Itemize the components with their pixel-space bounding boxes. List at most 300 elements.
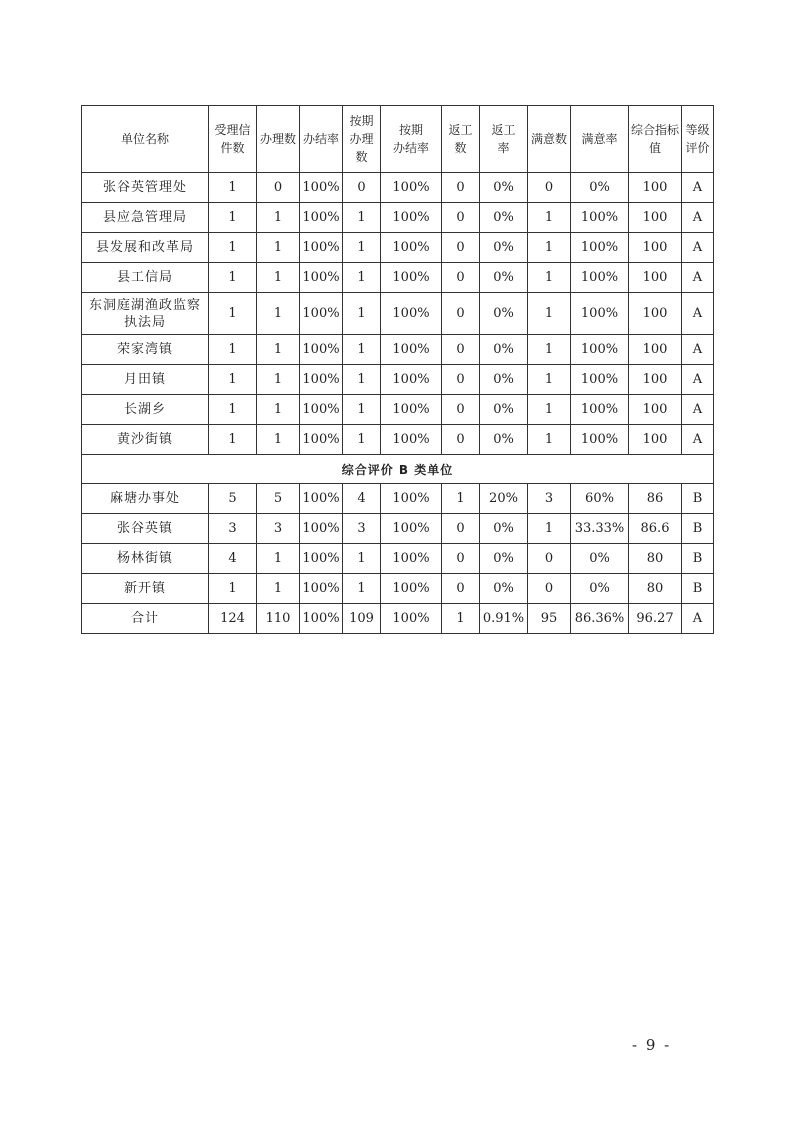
statistics-table [81, 105, 714, 634]
cell-value: 1 [544, 210, 554, 225]
cell-value: 100% [302, 372, 340, 387]
unit-name-cell [82, 293, 209, 335]
cell-value: 1 [357, 402, 366, 417]
table-cell [571, 484, 629, 514]
unit-name-cell [82, 365, 209, 395]
cell-value: 0% [493, 581, 514, 596]
unit-name-cell [82, 544, 209, 574]
cell-value: 80 [646, 551, 664, 566]
cell-value: 长湖乡 [123, 402, 166, 417]
cell-value: 100 [642, 240, 668, 255]
cell-value: 1 [456, 611, 465, 626]
table-cell [300, 395, 343, 425]
table-cell [257, 173, 300, 203]
table-cell [571, 604, 629, 634]
table-cell [300, 335, 343, 365]
table-cell [480, 395, 528, 425]
table-cell [300, 484, 343, 514]
table-cell [528, 604, 571, 634]
cell-value: 县发展和改革局 [95, 240, 194, 255]
cell-value: 0 [544, 581, 554, 596]
table-row [82, 574, 714, 604]
cell-value: 100% [392, 521, 430, 536]
cell-value: 1 [273, 372, 283, 387]
table-row [82, 203, 714, 233]
cell-value: 100% [392, 611, 430, 626]
table-cell [480, 514, 528, 544]
table-cell [682, 395, 714, 425]
table-cell [442, 544, 480, 574]
cell-value: 100 [642, 342, 668, 357]
table-cell [257, 425, 300, 455]
cell-value: A [692, 432, 703, 447]
cell-value: 0 [273, 180, 283, 195]
table-cell [571, 293, 629, 335]
header-satisfied-count: 满意数 [528, 106, 571, 173]
table-cell [300, 574, 343, 604]
header-ontime-rate: 按期 办结率 [381, 106, 442, 173]
table-row [82, 395, 714, 425]
cell-value: 100% [302, 581, 340, 596]
cell-value: 96.27 [636, 611, 674, 626]
table-cell [571, 425, 629, 455]
table-cell [442, 173, 480, 203]
cell-value: 1 [228, 372, 237, 387]
cell-value: B [692, 491, 703, 506]
cell-value: 县应急管理局 [102, 210, 187, 225]
table-cell [381, 173, 442, 203]
cell-value: 1 [228, 210, 237, 225]
table-cell [343, 604, 381, 634]
table-cell [209, 203, 257, 233]
cell-value: 100% [302, 432, 340, 447]
cell-value: 100 [642, 306, 668, 321]
table-cell [528, 335, 571, 365]
table-cell [528, 173, 571, 203]
table-cell [682, 544, 714, 574]
cell-value: 月田镇 [123, 372, 166, 387]
header-composite-index: 综合指标 值 [629, 106, 682, 173]
table-cell [682, 263, 714, 293]
section-b-title: 综合评价 B 类单位 [82, 455, 714, 484]
cell-value: 1 [273, 402, 283, 417]
cell-value: 0 [456, 306, 465, 321]
table-cell [381, 484, 442, 514]
table-row [82, 484, 714, 514]
cell-value: 100 [642, 210, 668, 225]
cell-value: 100% [302, 551, 340, 566]
table-cell [629, 233, 682, 263]
table-cell [682, 335, 714, 365]
cell-value: A [692, 342, 703, 357]
cell-value: 0 [456, 521, 465, 536]
table-cell [381, 604, 442, 634]
table-cell [343, 335, 381, 365]
cell-value: 1 [273, 551, 283, 566]
cell-value: A [692, 180, 703, 195]
table-cell [571, 395, 629, 425]
table-cell [571, 203, 629, 233]
cell-value: B [692, 521, 703, 536]
table-cell [442, 203, 480, 233]
cell-value: 1 [273, 270, 283, 285]
table-cell [528, 425, 571, 455]
table-cell [257, 335, 300, 365]
header-grade: 等级 评价 [682, 106, 714, 173]
cell-value: 3 [544, 491, 554, 506]
cell-value: 100% [302, 521, 340, 536]
cell-value: 95 [540, 611, 558, 626]
header-satisfaction-rate: 满意率 [571, 106, 629, 173]
cell-value: 100% [580, 270, 619, 285]
unit-name-cell [82, 604, 209, 634]
cell-value: 0% [589, 581, 610, 596]
table-cell [629, 395, 682, 425]
table-cell [442, 365, 480, 395]
table-cell [381, 544, 442, 574]
cell-value: 合计 [130, 611, 159, 626]
cell-value: 黄沙街镇 [116, 432, 173, 447]
table-cell [257, 365, 300, 395]
table-cell [528, 233, 571, 263]
cell-value: 1 [273, 240, 283, 255]
cell-value: 张谷英镇 [116, 521, 173, 536]
cell-value: 1 [273, 581, 283, 596]
cell-value: 100 [642, 180, 668, 195]
cell-value: 100% [302, 270, 340, 285]
cell-value: A [692, 611, 703, 626]
table-cell [442, 604, 480, 634]
cell-value: 100% [580, 402, 619, 417]
table-row [82, 514, 714, 544]
header-rework-rate: 返工 率 [480, 106, 528, 173]
table-cell [682, 293, 714, 335]
table-cell [629, 604, 682, 634]
table-cell [480, 173, 528, 203]
cell-value: 100% [392, 306, 430, 321]
cell-value: A [692, 402, 703, 417]
table-cell [209, 395, 257, 425]
cell-value: 80 [646, 581, 664, 596]
cell-value: 1 [273, 306, 283, 321]
table-cell [528, 263, 571, 293]
cell-value: 86.6 [640, 521, 670, 536]
table-cell [528, 514, 571, 544]
cell-value: 县工信局 [116, 270, 173, 285]
header-unit-name: 单位名称 [82, 106, 209, 173]
cell-value: 100 [642, 372, 668, 387]
table-cell [343, 574, 381, 604]
table-cell [571, 544, 629, 574]
cell-value: 100 [642, 270, 668, 285]
unit-name-cell [82, 395, 209, 425]
cell-value: 0 [456, 180, 465, 195]
cell-value: 0% [493, 342, 514, 357]
table-cell [682, 203, 714, 233]
table-cell [209, 233, 257, 263]
cell-value: 100% [302, 306, 340, 321]
table-cell [343, 395, 381, 425]
unit-name-cell [82, 173, 209, 203]
unit-name-cell [82, 514, 209, 544]
cell-value: 1 [273, 432, 283, 447]
cell-value: 1 [228, 581, 237, 596]
table-cell [629, 574, 682, 604]
table-cell [571, 335, 629, 365]
cell-value: 100% [392, 372, 430, 387]
table-cell [528, 365, 571, 395]
unit-name-cell [82, 484, 209, 514]
header-rework-count: 返工 数 [442, 106, 480, 173]
cell-value: 1 [357, 270, 366, 285]
cell-value: 新开镇 [123, 581, 166, 596]
cell-value: 100% [580, 210, 619, 225]
header-completion-rate: 办结率 [300, 106, 343, 173]
cell-value: 1 [228, 342, 237, 357]
cell-value: 1 [228, 432, 237, 447]
table-cell [209, 514, 257, 544]
cell-value: 0 [544, 180, 554, 195]
table-cell [209, 263, 257, 293]
cell-value: 1 [357, 306, 366, 321]
cell-value: 100% [302, 611, 340, 626]
cell-value: 0% [493, 180, 514, 195]
cell-value: 3 [357, 521, 366, 536]
cell-value: 1 [357, 210, 366, 225]
cell-value: 100% [302, 240, 340, 255]
cell-value: 0 [456, 402, 465, 417]
cell-value: 100% [392, 210, 430, 225]
table-row [82, 173, 714, 203]
table-cell [381, 365, 442, 395]
table-cell [571, 365, 629, 395]
cell-value: 100% [392, 342, 430, 357]
table-cell [682, 365, 714, 395]
table-cell [209, 365, 257, 395]
table-cell [209, 173, 257, 203]
cell-value: 0 [456, 210, 465, 225]
table-cell [381, 425, 442, 455]
cell-value: 3 [228, 521, 237, 536]
cell-value: 100% [392, 180, 430, 195]
cell-value: 3 [273, 521, 283, 536]
cell-value: 100% [392, 432, 430, 447]
cell-value: 100% [302, 491, 340, 506]
cell-value: 1 [544, 270, 554, 285]
table-row [82, 263, 714, 293]
cell-value: 0 [456, 551, 465, 566]
table-cell [629, 173, 682, 203]
cell-value: 100% [392, 402, 430, 417]
cell-value: 86 [646, 491, 664, 506]
table-cell [381, 203, 442, 233]
table-row [82, 233, 714, 263]
table-cell [343, 203, 381, 233]
cell-value: 100% [302, 210, 340, 225]
table-cell [257, 574, 300, 604]
cell-value: 100% [392, 581, 430, 596]
cell-value: 1 [228, 180, 237, 195]
cell-value: 33.33% [574, 521, 625, 536]
cell-value: 麻塘办事处 [109, 491, 180, 506]
table-cell [480, 263, 528, 293]
cell-value: 东洞庭湖渔政监察 执法局 [88, 297, 201, 330]
cell-value: 1 [273, 342, 283, 357]
table-cell [571, 574, 629, 604]
cell-value: 1 [544, 240, 554, 255]
table-cell [480, 425, 528, 455]
table-cell [209, 604, 257, 634]
cell-value: B [692, 581, 703, 596]
cell-value: 1 [228, 306, 237, 321]
cell-value: 100% [302, 402, 340, 417]
cell-value: 1 [456, 491, 465, 506]
cell-value: 110 [265, 611, 291, 626]
cell-value: 0% [589, 180, 610, 195]
table-cell [629, 514, 682, 544]
cell-value: 100% [302, 342, 340, 357]
table-cell [257, 544, 300, 574]
cell-value: 100% [580, 240, 619, 255]
cell-value: 1 [357, 372, 366, 387]
cell-value: 0% [493, 551, 514, 566]
table-cell [343, 365, 381, 395]
cell-value: 100% [580, 306, 619, 321]
table-cell [300, 604, 343, 634]
cell-value: 0 [456, 432, 465, 447]
cell-value: 60% [585, 491, 614, 506]
cell-value: A [692, 210, 703, 225]
cell-value: 100 [642, 432, 668, 447]
table-cell [343, 544, 381, 574]
header-received-count: 受理信 件数 [209, 106, 257, 173]
table-cell [528, 395, 571, 425]
unit-name-cell [82, 263, 209, 293]
table-cell [571, 514, 629, 544]
table-cell [300, 263, 343, 293]
table-cell [381, 233, 442, 263]
cell-value: 1 [357, 240, 366, 255]
table-cell [629, 484, 682, 514]
table-cell [528, 293, 571, 335]
table-cell [257, 395, 300, 425]
table-cell [682, 173, 714, 203]
table-cell [343, 293, 381, 335]
cell-value: 0 [456, 342, 465, 357]
table-cell [480, 544, 528, 574]
unit-name-cell [82, 233, 209, 263]
cell-value: 0% [493, 240, 514, 255]
unit-name-cell [82, 425, 209, 455]
table-cell [480, 574, 528, 604]
cell-value: 0% [493, 432, 514, 447]
unit-name-cell [82, 574, 209, 604]
table-cell [300, 365, 343, 395]
cell-value: 0 [544, 551, 554, 566]
table-cell [571, 233, 629, 263]
table-cell [442, 263, 480, 293]
cell-value: 0% [493, 270, 514, 285]
table-cell [442, 395, 480, 425]
header-handled-count: 办理数 [257, 106, 300, 173]
table-cell [209, 293, 257, 335]
table-cell [300, 173, 343, 203]
table-cell [528, 544, 571, 574]
table-cell [257, 263, 300, 293]
cell-value: 0 [357, 180, 366, 195]
cell-value: 100% [580, 432, 619, 447]
table-cell [629, 203, 682, 233]
cell-value: 100% [580, 372, 619, 387]
table-cell [682, 514, 714, 544]
cell-value: 1 [544, 521, 554, 536]
table-cell [442, 293, 480, 335]
table-cell [480, 365, 528, 395]
cell-value: 1 [544, 372, 554, 387]
cell-value: 张谷英管理处 [102, 180, 187, 195]
table-cell [300, 544, 343, 574]
table-cell [343, 173, 381, 203]
table-cell [381, 395, 442, 425]
table-cell [442, 233, 480, 263]
cell-value: 124 [220, 611, 245, 626]
cell-value: 100% [302, 180, 340, 195]
table-cell [257, 514, 300, 544]
table-cell [480, 233, 528, 263]
cell-value: 0 [456, 581, 465, 596]
table-cell [381, 335, 442, 365]
table-cell [571, 173, 629, 203]
cell-value: 1 [544, 432, 554, 447]
table-cell [480, 484, 528, 514]
cell-value: 0% [493, 306, 514, 321]
table-cell [209, 544, 257, 574]
table-row [82, 425, 714, 455]
cell-value: 1 [357, 581, 366, 596]
table-cell [257, 484, 300, 514]
cell-value: 1 [357, 551, 366, 566]
cell-value: 0% [493, 402, 514, 417]
cell-value: 0.91% [482, 611, 525, 626]
table-cell [480, 604, 528, 634]
table-cell [257, 604, 300, 634]
table-cell [682, 604, 714, 634]
table-row [82, 365, 714, 395]
table-row [82, 544, 714, 574]
table-cell [209, 574, 257, 604]
unit-name-cell [82, 203, 209, 233]
cell-value: 5 [228, 491, 237, 506]
cell-value: 4 [228, 551, 237, 566]
table-cell [300, 233, 343, 263]
cell-value: 0 [456, 270, 465, 285]
table-cell [343, 484, 381, 514]
table-header-row [82, 106, 714, 173]
cell-value: 0 [456, 240, 465, 255]
cell-value: 1 [228, 240, 237, 255]
section-b-row [82, 455, 714, 484]
table-cell [528, 203, 571, 233]
table-cell [381, 263, 442, 293]
cell-value: A [692, 306, 703, 321]
table-cell [209, 335, 257, 365]
cell-value: B [692, 551, 703, 566]
cell-value: A [692, 270, 703, 285]
table-cell [480, 335, 528, 365]
table-cell [682, 574, 714, 604]
table-cell [343, 263, 381, 293]
table-cell [528, 574, 571, 604]
